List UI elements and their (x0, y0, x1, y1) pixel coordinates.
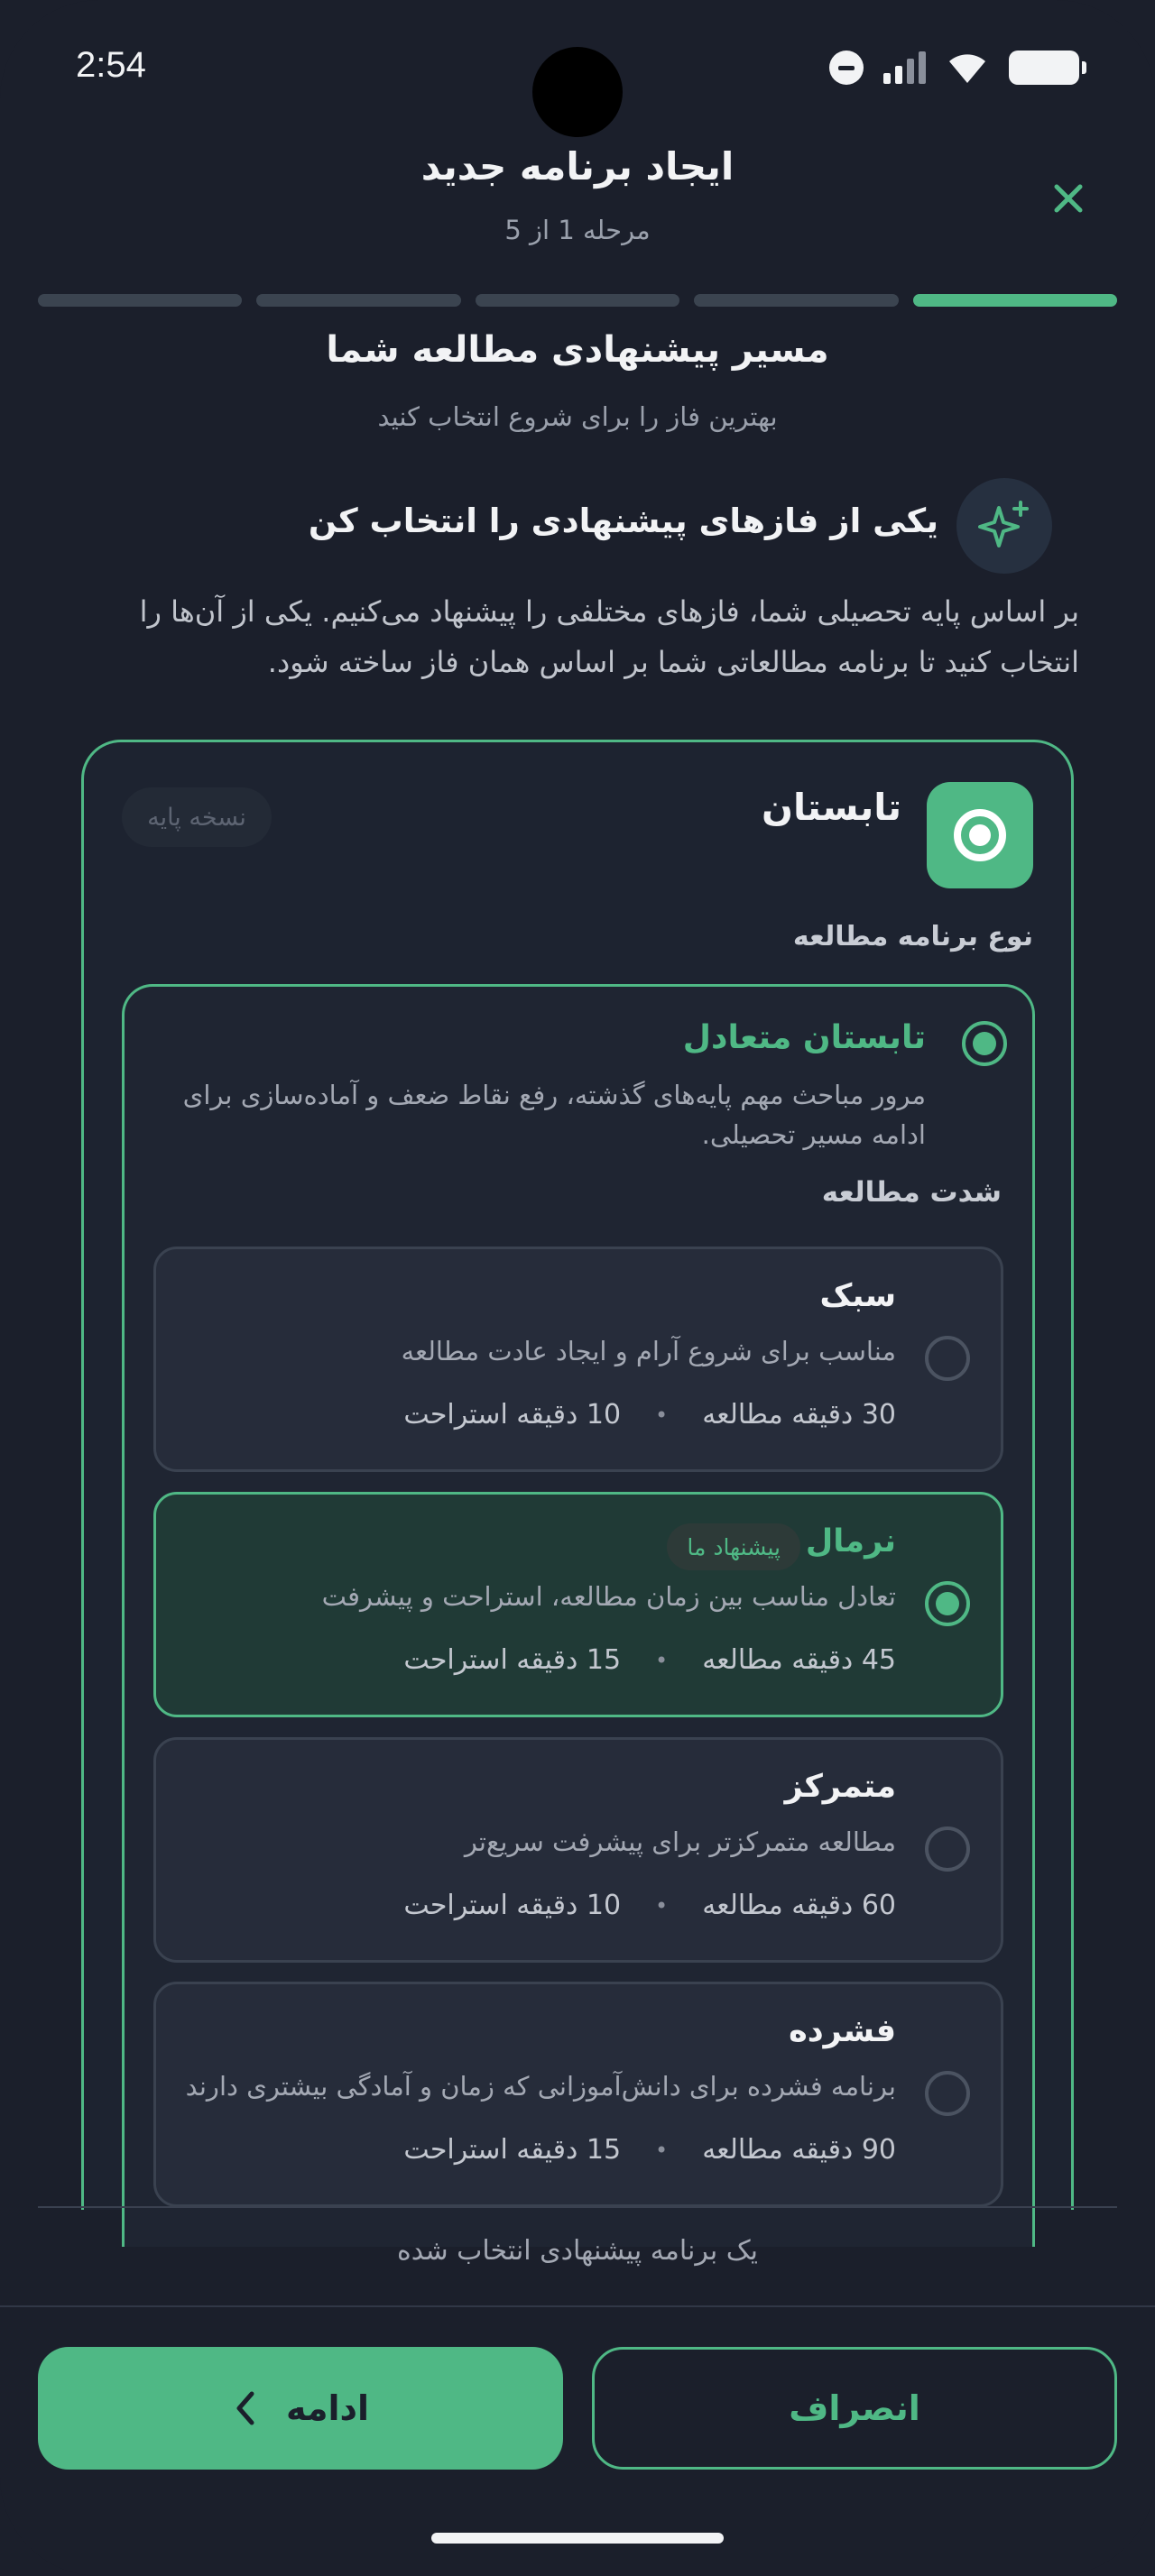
intensity-meta (403, 2134, 896, 2166)
close-icon (1053, 183, 1084, 214)
rest-duration: 15 دقیقه استراحت (403, 1644, 622, 1676)
intensity-description: تعادل مناسب بین زمان مطالعه، استراحت و پیشرفت (321, 1581, 896, 1612)
home-indicator[interactable] (431, 2533, 724, 2544)
selection-note: یک برنامه پیشنهادی انتخاب شده (396, 2235, 758, 2267)
cancel-button[interactable] (592, 2347, 1117, 2470)
plan-description: مرور مباحث مهم پایه‌های گذشته، رفع نقاط ضعف و آماده‌سازی برای ادامه مسیر تحصیلی. (182, 1080, 926, 1150)
intensity-radio[interactable] (925, 1581, 970, 1626)
intensity-name: سبک (819, 1278, 896, 1314)
intensity-name: متمرکز (784, 1769, 896, 1805)
plan-type-label: نوع برنامه مطالعه (792, 921, 1033, 952)
intensity-option-intensive[interactable] (153, 1982, 1003, 2207)
footer-divider (0, 2305, 1155, 2307)
separator-dot: • (655, 1892, 669, 1918)
status-bar (0, 0, 1155, 135)
intensity-description: مناسب برای شروع آرام و ایجاد عادت مطالعه (401, 1336, 896, 1366)
step-progress (38, 294, 1117, 307)
cancel-label: انصراف (789, 2388, 920, 2428)
status-icons (829, 51, 1079, 85)
rest-duration: 15 دقیقه استراحت (403, 2134, 622, 2166)
recommended-badge: پیشنهاد ما (667, 1523, 800, 1570)
intensity-description: مطالعه متمرکزتر برای پیشرفت سریع‌تر (464, 1826, 896, 1857)
plan-option[interactable] (122, 984, 1035, 2247)
continue-label: ادامه (285, 2388, 370, 2428)
phase-selected-icon (927, 782, 1033, 888)
intensity-option-normal[interactable] (153, 1492, 1003, 1717)
study-duration: 45 دقیقه مطالعه (702, 1644, 896, 1676)
signal-icon (883, 51, 926, 84)
sparkle-badge (956, 478, 1052, 574)
intensity-meta (403, 1890, 896, 1921)
intensity-option-focused[interactable] (153, 1737, 1003, 1963)
choose-phase-title: یکی از فازهای پیشنهادی را انتخاب کن (308, 501, 938, 540)
separator-dot: • (655, 1402, 669, 1428)
intensity-meta (403, 1644, 896, 1676)
rest-duration: 10 دقیقه استراحت (403, 1890, 622, 1921)
chevron-left-icon (232, 2390, 259, 2426)
wifi-icon (946, 51, 989, 85)
intensity-radio[interactable] (925, 1336, 970, 1381)
battery-icon (1009, 51, 1079, 85)
study-duration: 30 دقیقه مطالعه (702, 1399, 896, 1431)
progress-segment (38, 294, 242, 307)
phase-card[interactable] (81, 740, 1074, 2210)
separator-dot: • (655, 1647, 669, 1673)
plan-name: تابستان متعادل (682, 1019, 926, 1056)
separator-dot: • (655, 2137, 669, 2163)
intensity-name: نرمال (805, 1523, 896, 1559)
camera-cutout (532, 47, 623, 137)
page-title: ایجاد برنامه جدید (420, 144, 735, 189)
status-time: 2:54 (76, 45, 146, 85)
close-button[interactable] (1040, 170, 1097, 227)
intro-text: بر اساس پایه تحصیلی شما، فازهای مختلفی را پیشنهاد می‌کنیم. یکی از آن‌ها را انتخاب کنید تا برنامه مطالعاتی شما بر اساس همان فاز ساخته شود. (139, 594, 1079, 679)
sparkle-icon (975, 497, 1033, 555)
footer-divider (38, 2206, 1117, 2208)
intensity-name: فشرده (789, 2013, 896, 2049)
base-version-badge: نسخه پایه (122, 787, 272, 847)
intensity-description: برنامه فشرده برای دانش‌آموزانی که زمان و آمادگی بیشتری دارند (185, 2071, 896, 2102)
section-subtitle: بهترین فاز را برای شروع انتخاب کنید (377, 401, 778, 432)
plan-radio[interactable] (962, 1021, 1007, 1066)
rest-duration: 10 دقیقه استراحت (403, 1399, 622, 1431)
intensity-option-light[interactable] (153, 1247, 1003, 1472)
study-duration: 60 دقیقه مطالعه (702, 1890, 896, 1921)
intensity-radio[interactable] (925, 2071, 970, 2116)
do-not-disturb-icon (829, 51, 864, 85)
step-indicator: مرحله 1 از 5 (504, 215, 651, 245)
progress-segment (256, 294, 460, 307)
intensity-radio[interactable] (925, 1826, 970, 1872)
intensity-meta (403, 1399, 896, 1431)
continue-button[interactable] (38, 2347, 563, 2470)
progress-segment (476, 294, 679, 307)
study-duration: 90 دقیقه مطالعه (702, 2134, 896, 2166)
progress-segment (694, 294, 898, 307)
intensity-label: شدت مطالعه (821, 1176, 1002, 1209)
phase-name: تابستان (761, 786, 901, 829)
progress-segment-active (913, 294, 1117, 307)
section-title: مسیر پیشنهادی مطالعه شما (326, 329, 829, 371)
